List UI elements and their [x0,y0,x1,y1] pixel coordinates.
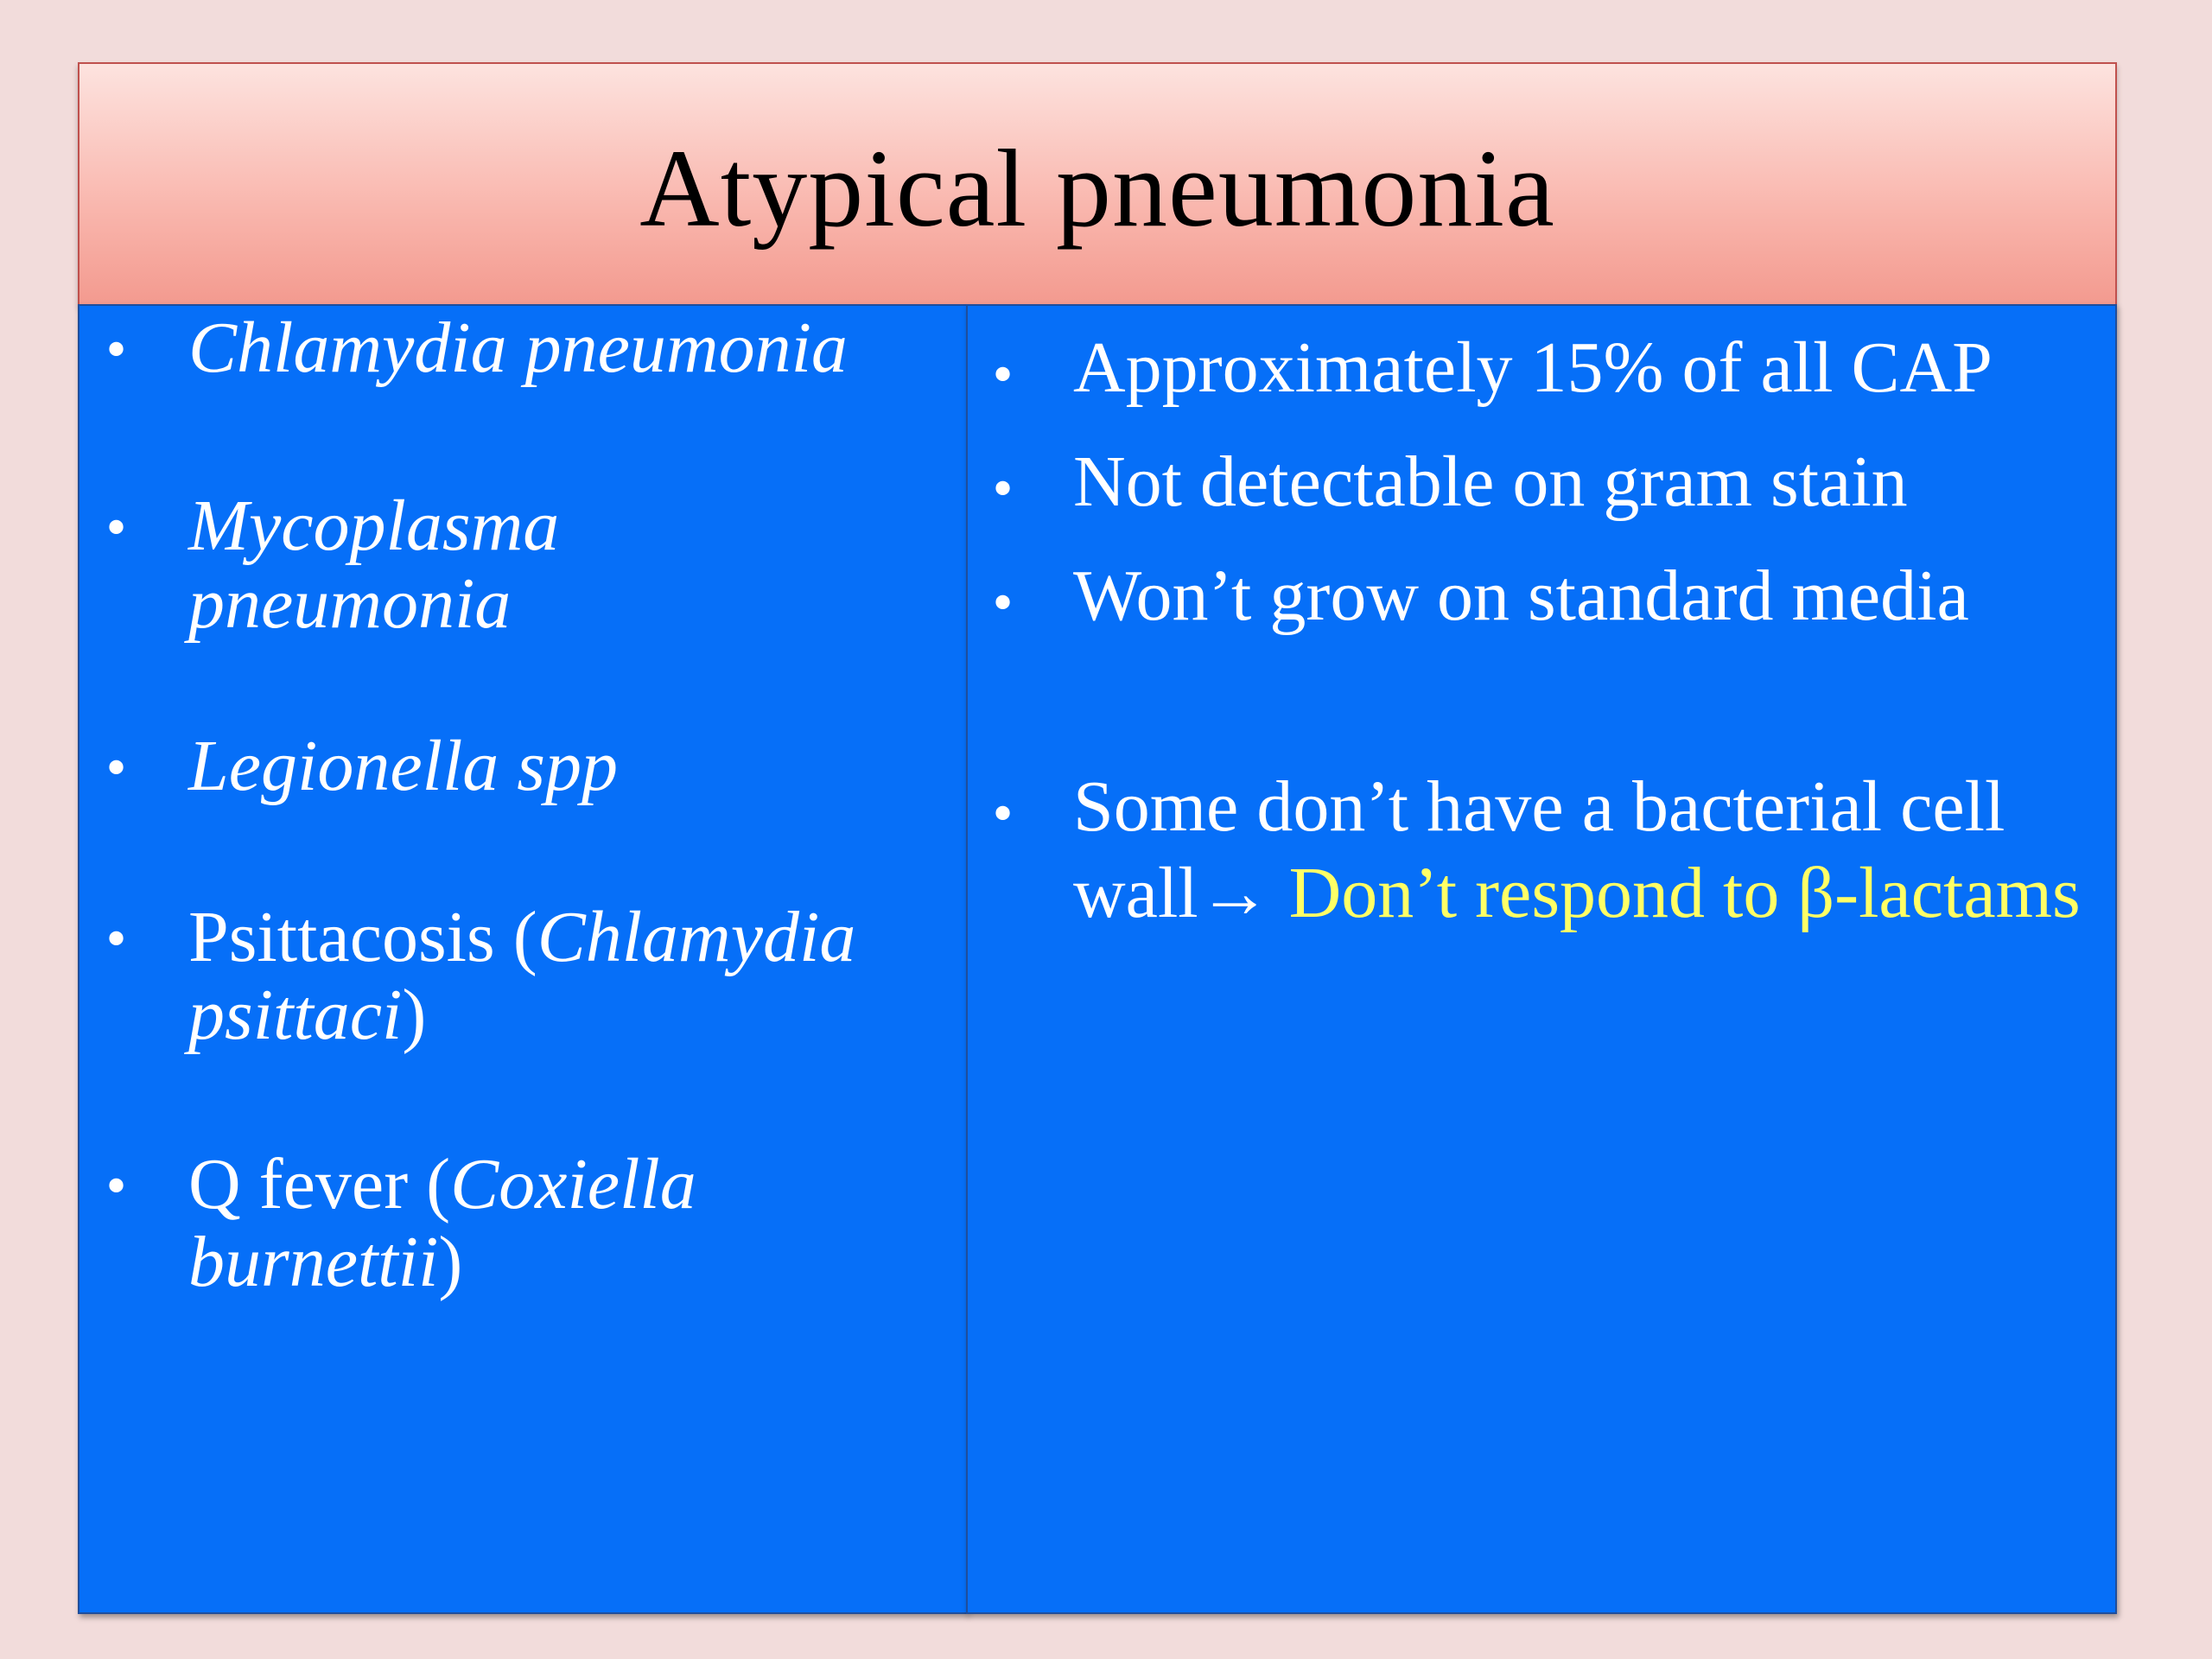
bullet-icon: • [102,323,131,379]
right-column [966,304,2117,1614]
left-column [78,304,968,1614]
bullet-icon: • [988,348,1018,404]
bullet-icon: • [988,787,1018,843]
organism-entry [188,899,957,1054]
fact-plain: Some don’t have a bacterial cell wall [1073,766,2005,933]
organism-plain: Q fever ( [188,1144,451,1224]
fact-text: Not detectable on gram stain [1073,442,1908,522]
fact-text: Approximately 15% of all CAP [1073,327,1993,408]
fact-text [1073,764,2101,937]
organism-italic: Chlamydia psittaci [188,897,856,1055]
organism-italic: Coxiella burnettii [188,1144,696,1302]
title-bar [78,62,2117,306]
bullet-icon: • [102,912,131,969]
slide-title: Atypical pneumonia [639,126,1555,250]
fact-text: Won’t grow on standard media [1073,556,1969,636]
organism-name: Chlamydia pneumonia [188,308,848,388]
organism-after: ) [438,1222,463,1302]
arrow-icon: → [1198,853,1271,933]
organism-name: Mycoplasma pneumonia [188,486,560,644]
bullet-icon: • [988,462,1018,518]
organism-after: ) [402,975,427,1055]
organism-plain: Psittacosis ( [188,897,537,977]
organism-entry [188,1146,810,1301]
bullet-icon: • [102,741,131,798]
bullet-icon: • [102,1160,131,1216]
bullet-icon: • [102,501,131,557]
bullet-icon: • [988,576,1018,632]
fact-highlight: Don’t respond to β-lactams [1270,853,2081,933]
organism-name: Legionella spp [188,726,618,806]
